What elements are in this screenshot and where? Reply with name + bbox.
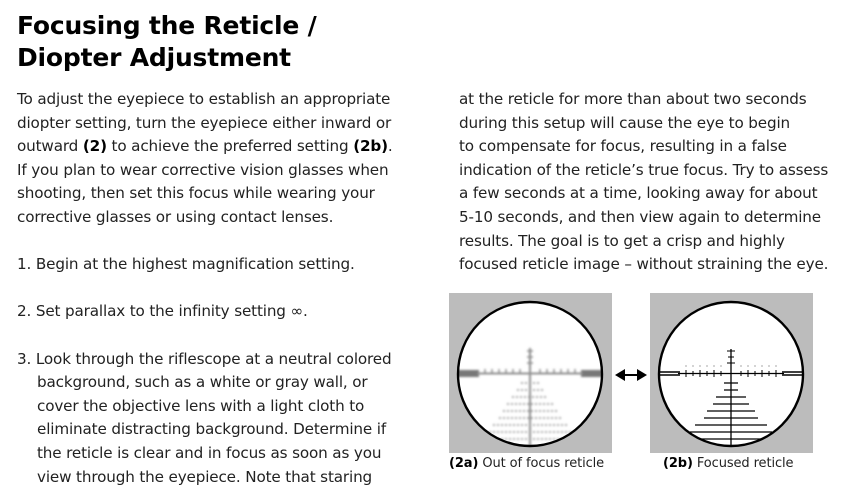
intro-line: To adjust the eyepiece to establish an appropriate — [17, 90, 391, 108]
intro-line: If you plan to wear corrective vision glasses when — [17, 160, 389, 179]
caption-2a-label: (2a) — [449, 456, 479, 471]
caption-2b — [663, 456, 793, 472]
sharp-reticle-icon — [650, 293, 813, 453]
title-line-1: Focusing the Reticle / — [17, 11, 317, 40]
body-line: during this setup will cause the eye to begin — [459, 113, 790, 132]
body-line: focused reticle image – without straining the eye. — [459, 255, 829, 274]
body-line: a few seconds at a time, looking away for about — [459, 184, 818, 203]
body-line: 5-10 seconds, and then view again to determine — [459, 207, 821, 226]
step-line: the reticle is clear and in focus as soon as you — [37, 443, 382, 462]
step-2 — [17, 300, 427, 324]
figure-out-of-focus-reticle — [449, 293, 612, 453]
step-line: 1. Begin at the highest magnification setting. — [17, 255, 355, 274]
body-line: results. The goal is to get a crisp and highly — [459, 231, 785, 250]
caption-2b-label: (2b) — [663, 456, 693, 471]
intro-paragraph — [17, 88, 427, 230]
double-arrow-icon — [613, 366, 649, 384]
ref-2b: (2b) — [353, 137, 388, 156]
body-line: at the reticle for more than about two seconds — [459, 90, 807, 108]
step-line: view through the eyepiece. Note that staring — [37, 467, 373, 486]
step-line: eliminate distracting background. Determine if — [37, 420, 387, 439]
step-line: background, such as a white or gray wall, or — [37, 373, 368, 392]
title-line-2: Diopter Adjustment — [17, 43, 291, 72]
page-title — [17, 10, 317, 74]
intro-line: shooting, then set this focus while wearing your — [17, 184, 375, 203]
caption-2a-text: Out of focus reticle — [478, 456, 605, 471]
intro-line: corrective glasses or using contact lenses. — [17, 207, 334, 226]
step-3 — [17, 348, 427, 490]
figure-focused-reticle — [650, 293, 813, 453]
body-line: to compensate for focus, resulting in a false — [459, 137, 787, 156]
step-line: cover the objective lens with a light cloth to — [37, 396, 365, 415]
step-1 — [17, 253, 427, 277]
caption-2a — [449, 456, 604, 472]
body-line: indication of the reticle’s true focus. Try to assess — [459, 160, 829, 179]
blurred-reticle-icon — [449, 293, 612, 453]
intro-line: outward (2) to achieve the preferred setting (2b). — [17, 137, 393, 156]
step-line: 2. Set parallax to the infinity setting ∞. — [17, 302, 308, 321]
step-line: 3. Look through the riflescope at a neutral colored — [17, 349, 392, 368]
right-column — [459, 88, 854, 277]
left-column — [17, 88, 427, 489]
caption-2b-text: Focused reticle — [692, 456, 794, 471]
ref-2: (2) — [82, 137, 107, 156]
intro-line: diopter setting, turn the eyepiece either inward or — [17, 113, 392, 132]
